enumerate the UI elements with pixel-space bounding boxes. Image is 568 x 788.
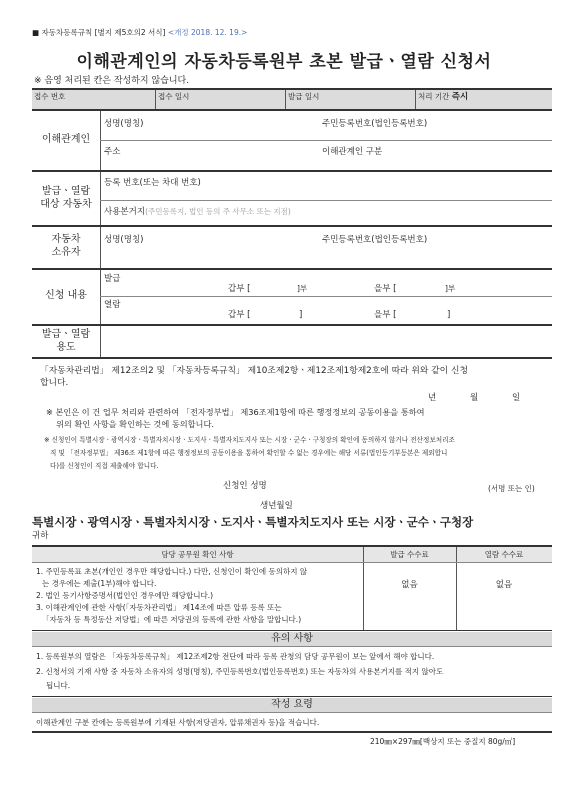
issue-datetime-label: 발급 일시: [288, 92, 320, 101]
revision-date: <개정 2018. 12. 19.>: [167, 28, 248, 37]
date-year: 년: [428, 393, 437, 403]
interested-party-label: 이해관계인: [41, 134, 91, 145]
vehicle-section-label: 발급ㆍ열람 대상 자동차: [40, 186, 92, 210]
receipt-datetime-label: 접수 일시: [158, 92, 190, 101]
issue-gap-copies[interactable]: 갑부 [: [228, 284, 251, 294]
processing-period: 처리 기간 즉시: [418, 92, 469, 102]
notes-title: 유의 사항: [32, 632, 552, 646]
verify-item-3a: 3. 이해관계인에 관한 사항(「자동차관리법」 제14조에 따른 압류 등록 또는: [36, 603, 282, 612]
statement-line1: 「자동차관리법」 제12조의2 및 「자동차등록규칙」 제10조제2항ㆍ제12조제1항제2호에 따라 위와 같이 신청: [40, 366, 468, 376]
instructions-title: 작성 요령: [32, 698, 552, 712]
verify-item-3b: 「자동차 등 특정동산 저당법」에 따른 저당권의 등록에 관한 사항을 말합니다.): [42, 615, 302, 624]
receipt-number-label: 접수 번호: [34, 92, 66, 101]
addressee-agency: 특별시장ㆍ광역시장ㆍ특별자치시장ㆍ도지사ㆍ특별자치도지사 또는 시장ㆍ군수ㆍ구청장: [32, 515, 474, 529]
statement-line2: 합니다.: [40, 378, 69, 388]
view-gap[interactable]: 갑부 [: [228, 310, 251, 320]
paper-spec: 210㎜×297㎜[백상지 또는 중질지 80g/㎡]: [370, 737, 516, 746]
submission-note-2: 직 및 「전자정부법」 제36조 제1항에 따른 행정정보의 공동이용을 통하여 확인할 수 없는 경우에는 해당 서류(법인등기부등본은 제외합니: [50, 449, 448, 457]
party-type-field[interactable]: 이해관계인 구분: [322, 147, 383, 157]
view-eul-close: ]: [447, 310, 451, 320]
party-address-field[interactable]: 주소: [104, 147, 121, 157]
reg-number-field[interactable]: 등록 번호(또는 차대 번호): [104, 178, 201, 188]
note-1: 1. 등록원부의 열람은 「자동차등록규칙」 제12조제2항 전단에 따라 등록 관청의 담당 공무원이 보는 앞에서 해야 합니다.: [36, 652, 435, 661]
shade-note: ※ 음영 처리된 칸은 작성하지 않습니다.: [34, 76, 190, 86]
verify-item-1b: 는 경우에는 제출(1부)해야 합니다.: [42, 579, 157, 588]
birthdate-label: 생년월일: [260, 501, 293, 511]
form-reference: ■ 자동차등록규칙 [별지 제5호의2 서식] <개정 2018. 12. 19.>: [32, 28, 248, 37]
issue-label: 발급: [104, 274, 121, 284]
verify-column-header: 담당 공무원 확인 사항: [161, 550, 234, 559]
date-day: 일: [512, 393, 521, 403]
note-2a: 2. 신청서의 기재 사항 중 자동차 소유자의 성명(명칭), 주민등록번호(법인등록번호) 또는 자동차의 사용본거지를 적지 않아도: [36, 667, 444, 676]
owner-name-field[interactable]: 성명(명칭): [104, 235, 144, 245]
owner-id-field[interactable]: 주민등록번호(법인등록번호): [322, 235, 428, 245]
note-2b: 됩니다.: [46, 681, 71, 690]
verify-item-1a: 1. 주민등록표 초본(개인인 경우만 해당합니다.) 다만, 신청인이 확인에 동의하지 않: [36, 567, 308, 576]
view-fee-value: 없음: [495, 580, 513, 590]
signature-label: (서명 또는 인): [488, 484, 535, 493]
consent-line2: 위의 확인 사항을 확인하는 것에 동의합니다.: [56, 419, 214, 429]
issue-fee-header: 발급 수수료: [390, 550, 429, 559]
owner-section-label: 자동차 소유자: [51, 234, 81, 258]
applicant-name-label: 신청인 성명: [223, 481, 267, 491]
view-gap-close: ]: [299, 310, 303, 320]
party-name-field[interactable]: 성명(명칭): [104, 119, 144, 129]
base-location-field[interactable]: 사용본거지(주민등록지, 법인 등의 주 사무소 또는 지점): [104, 207, 291, 217]
page-title: 이해관계인의 자동차등록원부 초본 발급ㆍ열람 신청서: [76, 52, 492, 72]
view-eul[interactable]: 을부 [: [374, 310, 397, 320]
view-fee-header: 열람 수수료: [484, 550, 524, 559]
purpose-field[interactable]: [101, 327, 552, 356]
issue-gap-close: ]부: [297, 284, 308, 293]
verify-item-2: 2. 법인 등기사항증명서(법인인 경우에만 해당합니다.): [36, 591, 214, 600]
submission-note-3: 다)를 신청인이 직접 제출해야 합니다.: [50, 462, 159, 470]
consent-line1: ※ 본인은 이 건 업무 처리와 관련하여 「전자정부법」 제36조제1항에 따른 행정정보의 공동이용을 통하여: [46, 407, 425, 417]
date-month: 월: [470, 393, 479, 403]
instructions-text: 이해관계인 구분 칸에는 등록원부에 기재된 사항(저당권자, 압류채권자 등)을 적습니다.: [36, 718, 320, 727]
addressee-suffix: 귀하: [32, 531, 49, 541]
purpose-label: 발급ㆍ열람 용도: [41, 329, 91, 353]
issue-eul-close: ]부: [445, 284, 456, 293]
submission-note-1: ※ 신청인이 특별시장ㆍ광역시장ㆍ특별자치시장ㆍ도지사ㆍ특별자치도지사 또는 시장ㆍ군수ㆍ구청장의 확인에 동의하지 않거나 전산정보처리조: [44, 436, 455, 444]
issue-fee-value: 없음: [401, 580, 418, 590]
view-label: 열람: [104, 300, 121, 310]
party-id-field[interactable]: 주민등록번호(법인등록번호): [322, 119, 428, 129]
issue-eul-copies[interactable]: 을부 [: [374, 284, 397, 294]
request-section-label: 신청 내용: [45, 290, 87, 301]
